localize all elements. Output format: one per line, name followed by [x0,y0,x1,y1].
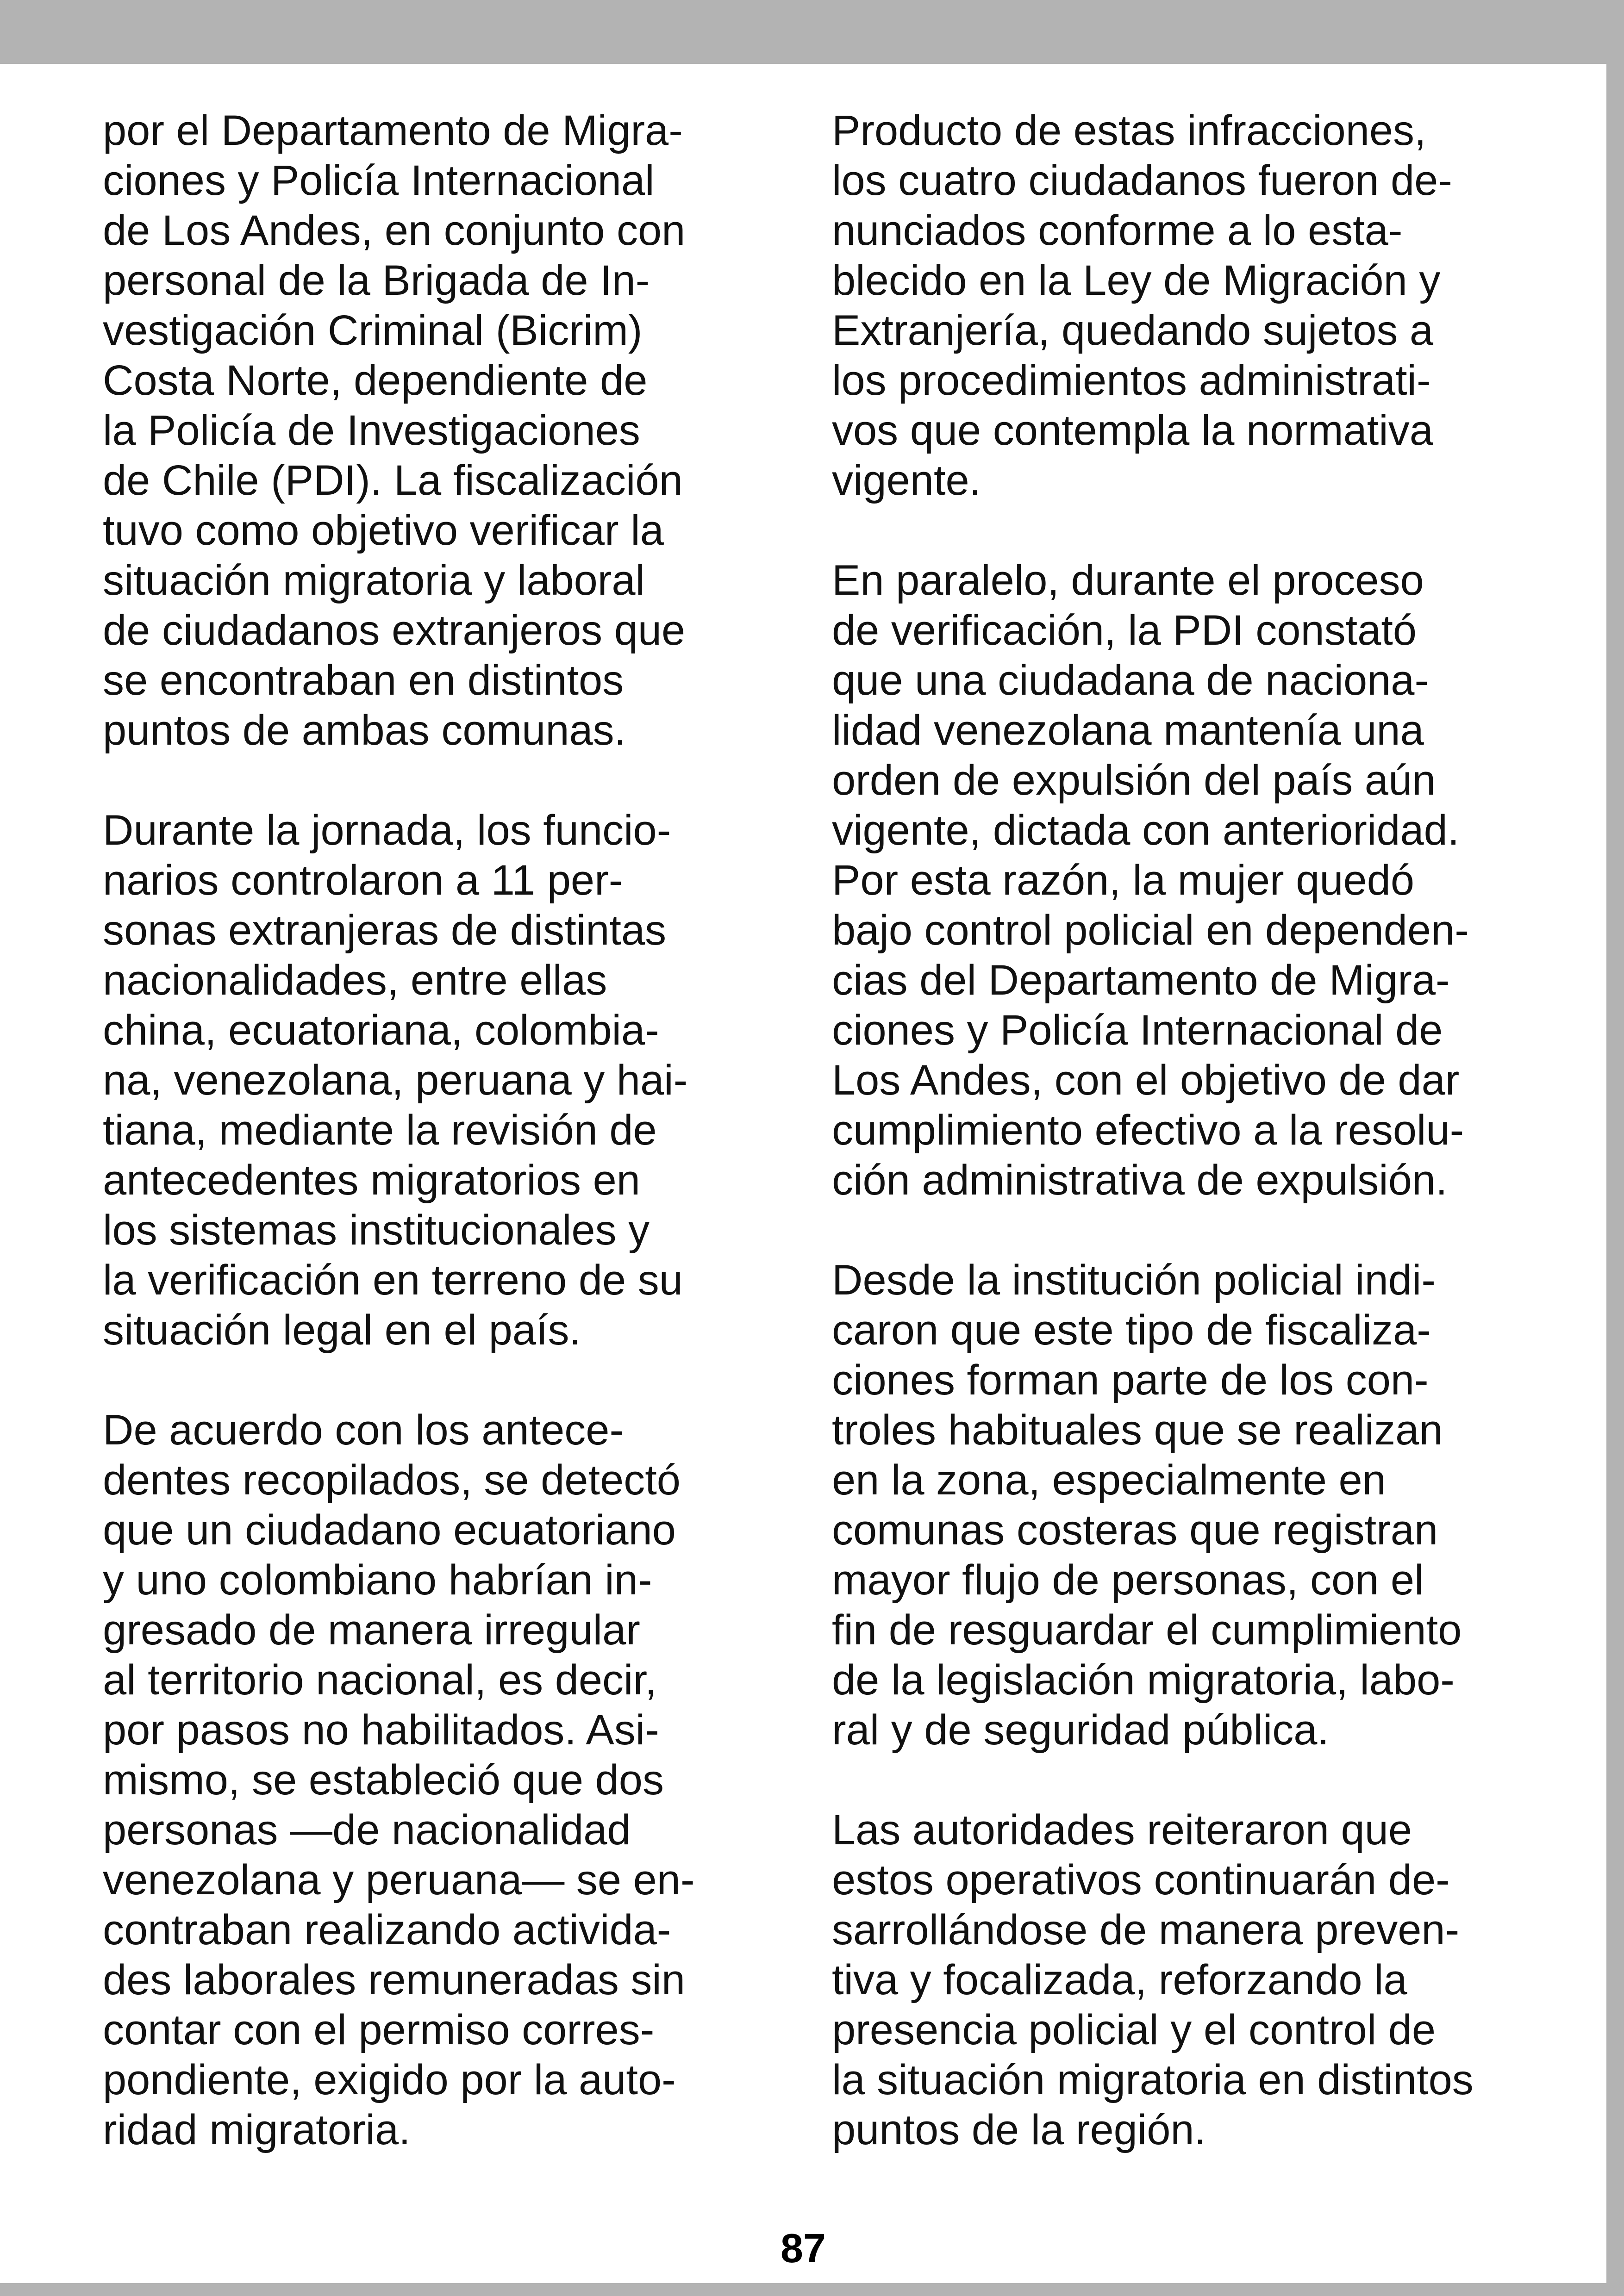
text-line: vestigación Criminal (Bicrim) [103,307,643,354]
text-line: antecedentes migratorios en [103,1157,640,1204]
text-line: tiva y focalizada, reforzando la [832,1956,1407,2004]
paragraph-gap [832,1755,1554,1805]
right-column [832,106,1554,2155]
left-column [103,106,765,2155]
text-line: caron que este tipo de fiscaliza- [832,1307,1431,1354]
text-line: de la legislación migratoria, labo- [832,1656,1455,1704]
text-line: ral y de seguridad pública. [832,1706,1329,1754]
text-line: ción administrativa de expulsión. [832,1157,1448,1204]
text-line: mayor flujo de personas, con el [832,1556,1424,1604]
page-number: 87 [781,2225,826,2271]
text-line: ridad migratoria. [103,2106,411,2153]
text-line: situación migratoria y laboral [103,557,645,604]
text-line: contraban realizando activida- [103,1906,671,1954]
text-line: cumplimiento efectivo a la resolu- [832,1107,1464,1154]
text-line: tiana, mediante la revisión de [103,1107,657,1154]
text-line: puntos de la región. [832,2106,1206,2153]
text-line: bajo control policial en dependen- [832,907,1469,954]
text-line: contar con el permiso corres- [103,2006,655,2053]
text-line: vigente, dictada con anterioridad. [832,807,1460,854]
page-frame-right [1606,0,1624,2296]
paragraph-gap [832,505,1554,555]
text-line: orden de expulsión del país aún [832,757,1436,804]
text-line: situación legal en el país. [103,1307,581,1354]
text-line: por pasos no habilitados. Asi- [103,1706,659,1754]
page-frame-bottom [0,2283,1624,2296]
text-line: blecido en la Ley de Migración y [832,257,1441,304]
text-line: lidad venezolana mantenía una [832,707,1424,754]
text-line: ciones y Policía Internacional [103,157,655,204]
text-line: Producto de estas infracciones, [832,107,1426,154]
text-line: estos operativos continuarán de- [832,1856,1450,1904]
text-line: des laborales remuneradas sin [103,1956,686,2004]
paragraph [832,1805,1554,2155]
text-line: de verificación, la PDI constató [832,607,1417,654]
text-line: china, ecuatoriana, colombia- [103,1007,659,1054]
paragraph-gap [832,1205,1554,1255]
text-line: En paralelo, durante el proceso [832,557,1424,604]
paragraph [103,805,765,1355]
text-line: nunciados conforme a lo esta- [832,207,1403,254]
paragraph [832,106,1554,505]
text-line: de Chile (PDI). La fiscalización [103,457,683,504]
text-line: se encontraban en distintos [103,657,624,704]
text-line: los procedimientos administrati- [832,357,1431,404]
text-line: troles habituales que se realizan [832,1406,1443,1454]
text-line: sonas extranjeras de distintas [103,907,667,954]
text-line: Extranjería, quedando sujetos a [832,307,1434,354]
text-line: sarrollándose de manera preven- [832,1906,1460,1954]
text-line: que una ciudadana de naciona- [832,657,1429,704]
text-line: gresado de manera irregular [103,1606,640,1654]
text-line: Las autoridades reiteraron que [832,1806,1412,1854]
text-line: Desde la institución policial indi- [832,1257,1436,1304]
text-line: vigente. [832,457,981,504]
text-line: al territorio nacional, es decir, [103,1656,657,1704]
paragraph [103,106,765,755]
text-line: narios controlaron a 11 per- [103,857,623,904]
text-line: los sistemas institucionales y [103,1207,650,1254]
text-line: ciones y Policía Internacional de [832,1007,1443,1054]
text-line: De acuerdo con los antece- [103,1406,624,1454]
text-line: pondiente, exigido por la auto- [103,2056,676,2103]
text-line: la Policía de Investigaciones [103,407,640,454]
paragraph [832,555,1554,1205]
text-line: de ciudadanos extranjeros que [103,607,686,654]
text-line: dentes recopilados, se detectó [103,1456,681,1504]
text-line: mismo, se estableció que dos [103,1756,664,1804]
text-line: en la zona, especialmente en [832,1456,1386,1504]
text-line: tuvo como objetivo verificar la [103,507,664,554]
text-line: la verificación en terreno de su [103,1257,683,1304]
paragraph [832,1255,1554,1755]
text-line: por el Departamento de Migra- [103,107,683,154]
page-frame-top [0,0,1624,64]
text-line: nacionalidades, entre ellas [103,957,607,1004]
text-line: na, venezolana, peruana y hai- [103,1057,688,1104]
text-line: ciones forman parte de los con- [832,1356,1429,1404]
text-line: venezolana y peruana— se en- [103,1856,695,1904]
text-line: y uno colombiano habrían in- [103,1556,652,1604]
text-line: puntos de ambas comunas. [103,707,626,754]
text-line: presencia policial y el control de [832,2006,1436,2053]
text-line: personal de la Brigada de In- [103,257,650,304]
paragraph-gap [103,755,765,805]
text-line: fin de resguardar el cumplimiento [832,1606,1462,1654]
text-line: de Los Andes, en conjunto con [103,207,686,254]
text-line: comunas costeras que registran [832,1506,1438,1554]
text-line: Costa Norte, dependiente de [103,357,648,404]
text-line: vos que contempla la normativa [832,407,1433,454]
text-line: Durante la jornada, los funcio- [103,807,671,854]
paragraph-gap [103,1355,765,1405]
text-line: Los Andes, con el objetivo de dar [832,1057,1460,1104]
text-line: personas —de nacionalidad [103,1806,631,1854]
text-line: Por esta razón, la mujer quedó [832,857,1415,904]
text-line: cias del Departamento de Migra- [832,957,1450,1004]
text-line: la situación migratoria en distintos [832,2056,1474,2103]
paragraph [103,1405,765,2155]
text-line: los cuatro ciudadanos fueron de- [832,157,1452,204]
text-line: que un ciudadano ecuatoriano [103,1506,676,1554]
